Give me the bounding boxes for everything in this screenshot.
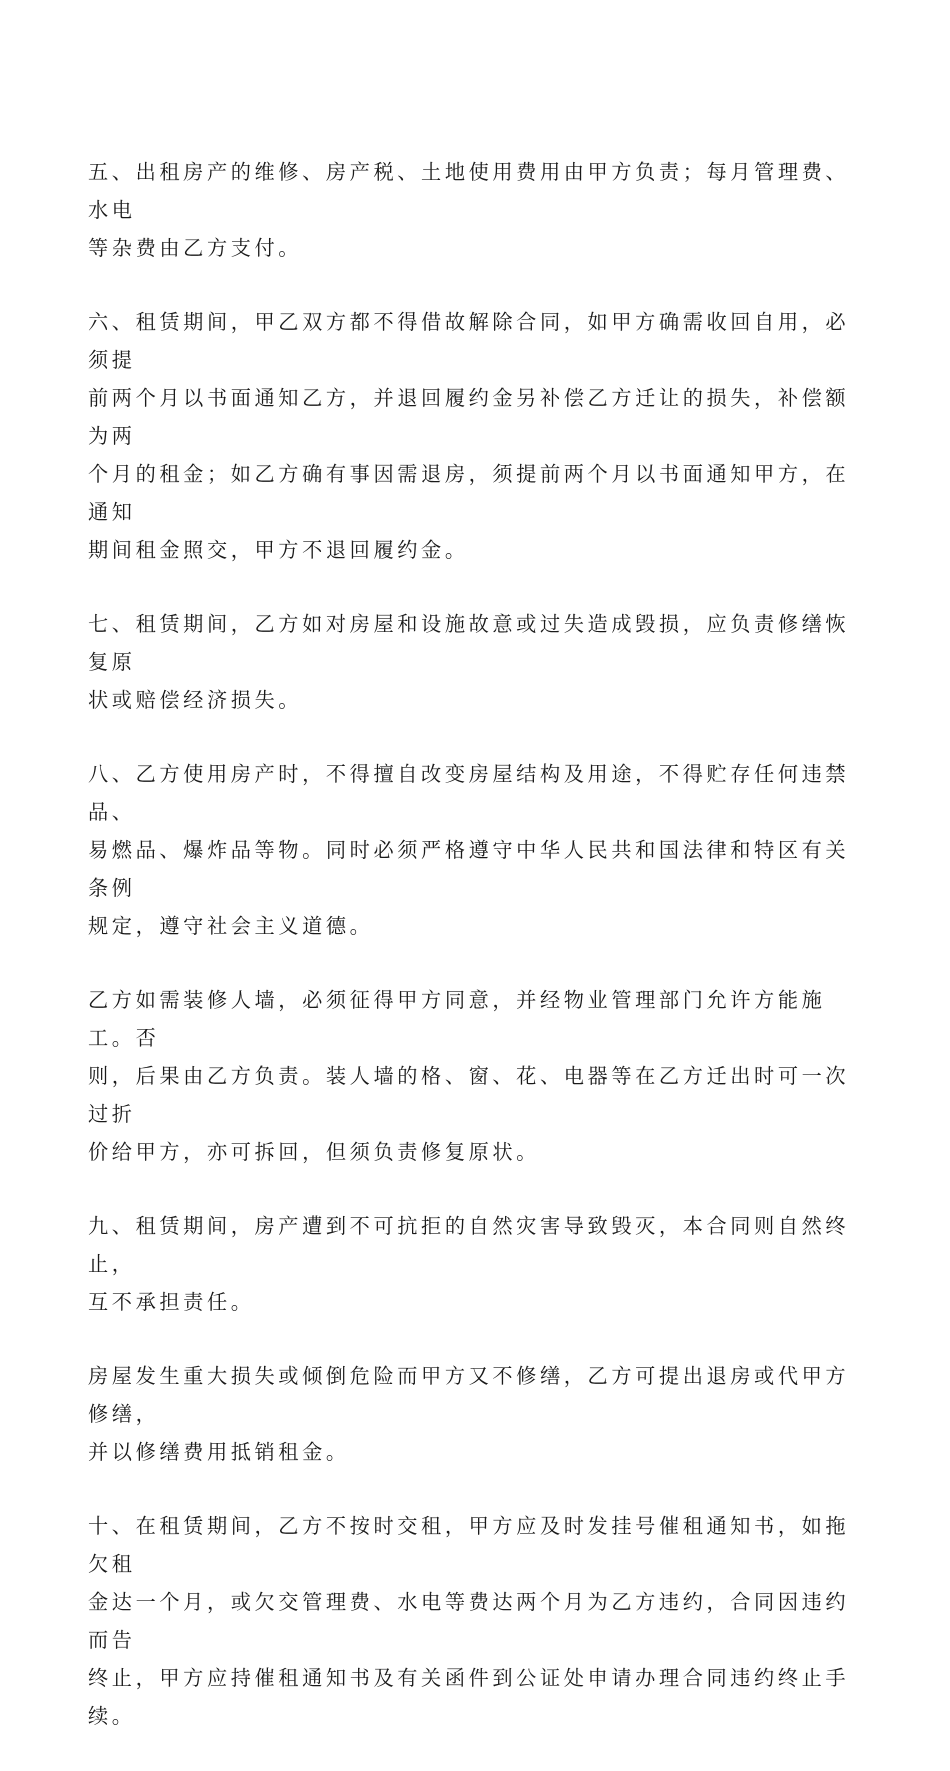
clause-10-paragraph: 十、在租赁期间，乙方不按时交租，甲方应及时发挂号催租通知书，如拖欠租 金达一个月，或欠交管理费、水电等费达两个月为乙方违约，合同因违约而告 终止，甲方应持催租通知书及有关函件到公证处申请办理合同违约终止手续。 bbox=[88, 1514, 850, 1728]
clause-9-paragraph: 九、租赁期间，房产遭到不可抗拒的自然灾害导致毁灭，本合同则自然终止， 互不承担责任。 bbox=[88, 1214, 850, 1314]
clause-7-paragraph: 七、租赁期间，乙方如对房屋和设施故意或过失造成毁损，应负责修缮恢复原 状或赔偿经济损失。 bbox=[88, 612, 850, 712]
clause-8-renovation-paragraph: 乙方如需装修人墙，必须征得甲方同意，并经物业管理部门允许方能施工。否 则，后果由乙方负责。装人墙的格、窗、花、电器等在乙方迁出时可一次过折 价给甲方，亦可拆回，但须负责修复原状。 bbox=[88, 988, 850, 1164]
clause-9-repair-paragraph: 房屋发生重大损失或倾倒危险而甲方又不修缮，乙方可提出退房或代甲方修缮， 并以修缮费用抵销租金。 bbox=[88, 1364, 850, 1464]
clause-8-paragraph: 八、乙方使用房产时，不得擅自改变房屋结构及用途，不得贮存任何违禁品、 易燃品、爆炸品等物。同时必须严格遵守中华人民共和国法律和特区有关条例 规定，遵守社会主义道德。 bbox=[88, 762, 850, 938]
document-body bbox=[88, 153, 862, 1771]
clause-5-paragraph: 五、出租房产的维修、房产税、土地使用费用由甲方负责；每月管理费、水电 等杂费由乙方支付。 bbox=[88, 160, 850, 260]
clause-6-paragraph: 六、租赁期间，甲乙双方都不得借故解除合同，如甲方确需收回自用，必须提 前两个月以书面通知乙方，并退回履约金另补偿乙方迁让的损失，补偿额为两 个月的租金；如乙方确有事因需退房，须提前两个月以书面通知甲方，在通知 期间租金照交，甲方不退回履约金。 bbox=[88, 310, 850, 562]
